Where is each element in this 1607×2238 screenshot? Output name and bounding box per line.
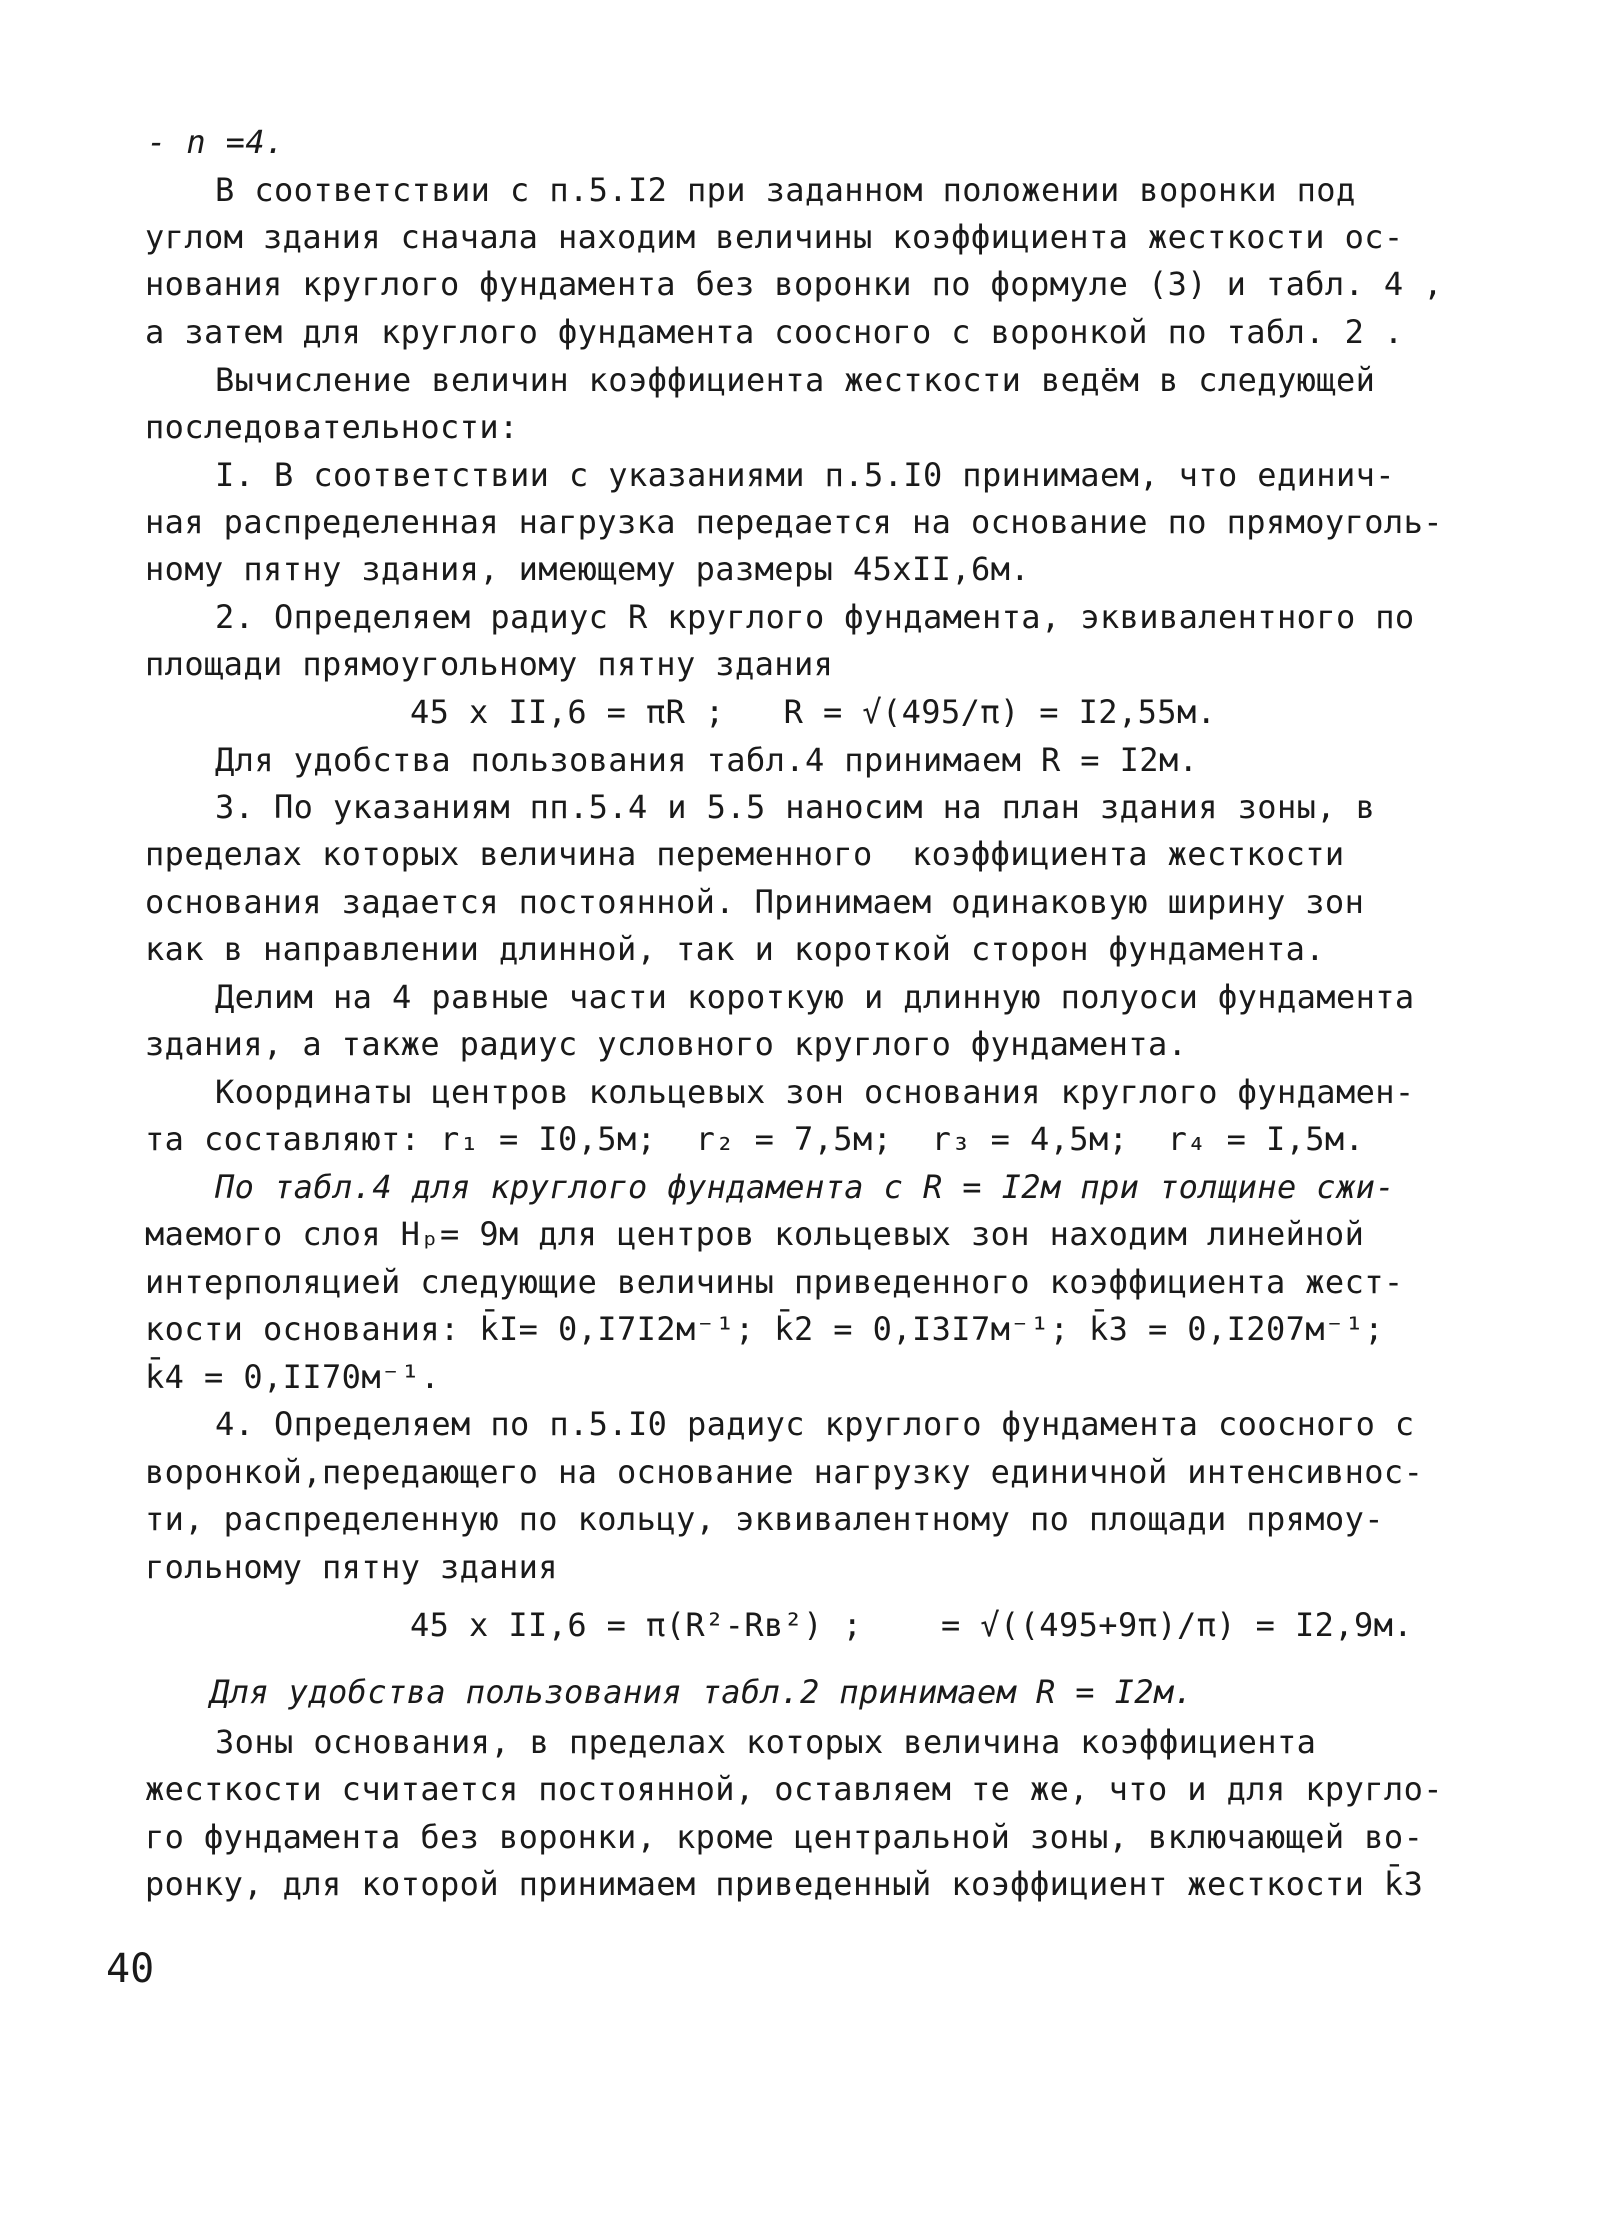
text-line-22: та составляют: r₁ = I0,5м; r₂ = 7,5м; r₃ = 4,5м; r₄ = I,5м. <box>145 1120 1365 1158</box>
text-line-15: 3. По указаниям пп.5.4 и 5.5 наносим на план здания зоны, в <box>215 788 1376 826</box>
text-line-33: Для удобства пользования табл.2 принимаем R = I2м. <box>210 1673 1194 1711</box>
text-line-10: ному пятну здания, имеющему размеры 45хII,6м. <box>145 550 1030 588</box>
text-line-25: интерполяцией следующие величины приведенного коэффициента жест- <box>145 1263 1404 1301</box>
text-line-36: го фундамента без воронки, кроме центральной зоны, включающей во- <box>145 1818 1424 1856</box>
text-line-19: Делим на 4 равные части короткую и длинную полуоси фундамента <box>215 978 1415 1016</box>
text-line-28: 4. Определяем по п.5.I0 радиус круглого фундамента соосного с <box>215 1405 1415 1443</box>
text-line-4: нования круглого фундамента без воронки по формуле (3) и табл. 4 , <box>145 265 1443 303</box>
text-line-18: как в направлении длинной, так и короткой сторон фундамента. <box>145 930 1325 968</box>
page-number: 40 <box>106 1946 155 1992</box>
text-line-3: углом здания сначала находим величины коэффициента жесткости ос- <box>145 218 1404 256</box>
formula-radius-equivalent: 45 х II,6 = πR ; R = √(495/π) = I2,55м. <box>410 693 1217 731</box>
text-line-29: воронкой,передающего на основание нагрузку единичной интенсивнос- <box>145 1453 1424 1491</box>
text-line-24: маемого слоя Hₚ= 9м для центров кольцевых зон находим линейной <box>145 1215 1365 1253</box>
text-line-6: Вычисление величин коэффициента жесткости ведём в следующей <box>215 361 1376 399</box>
text-line-1: - n =4. <box>147 123 285 161</box>
text-line-34: Зоны основания, в пределах которых величина коэффициента <box>215 1723 1317 1761</box>
formula-radius-with-funnel: 45 х II,6 = π(R²-Rв²) ; = √((495+9π)/π) = I2,9м. <box>410 1606 1413 1644</box>
text-line-35: жесткости считается постоянной, оставляем те же, что и для кругло- <box>145 1770 1443 1808</box>
text-line-20: здания, а также радиус условного круглого фундамента. <box>145 1025 1188 1063</box>
text-line-14: Для удобства пользования табл.4 принимаем R = I2м. <box>215 741 1199 779</box>
text-line-17: основания задается постоянной. Принимаем одинаковую ширину зон <box>145 883 1365 921</box>
text-line-30: ти, распределенную по кольцу, эквивалентному по площади прямоу- <box>145 1500 1384 1538</box>
text-line-8: I. В соответствии с указаниями п.5.I0 принимаем, что единич- <box>215 456 1395 494</box>
text-line-5: а затем для круглого фундамента соосного с воронкой по табл. 2 . <box>145 313 1404 351</box>
text-line-9: ная распределенная нагрузка передается на основание по прямоуголь- <box>145 503 1443 541</box>
text-line-27: k̄4 = 0,II70м⁻¹. <box>145 1358 440 1396</box>
text-line-16: пределах которых величина переменного коэффициента жесткости <box>145 835 1345 873</box>
text-line-21: Координаты центров кольцевых зон основания круглого фундамен- <box>215 1073 1415 1111</box>
text-line-2: В соответствии с п.5.I2 при заданном положении воронки под <box>215 171 1356 209</box>
text-line-23: По табл.4 для круглого фундамента с R = I2м при толщине сжи- <box>215 1168 1395 1206</box>
text-line-37: ронку, для которой принимаем приведенный коэффициент жесткости k̄3 <box>145 1865 1424 1903</box>
text-line-7: последовательности: <box>145 408 519 446</box>
text-line-12: площади прямоугольному пятну здания <box>145 645 834 683</box>
text-line-26: кости основания: k̄I= 0,I7I2м⁻¹; k̄2 = 0,I3I7м⁻¹; k̄3 = 0,I207м⁻¹; <box>145 1310 1384 1348</box>
text-line-11: 2. Определяем радиус R круглого фундамента, эквивалентного по <box>215 598 1415 636</box>
text-line-31: гольному пятну здания <box>145 1548 558 1586</box>
